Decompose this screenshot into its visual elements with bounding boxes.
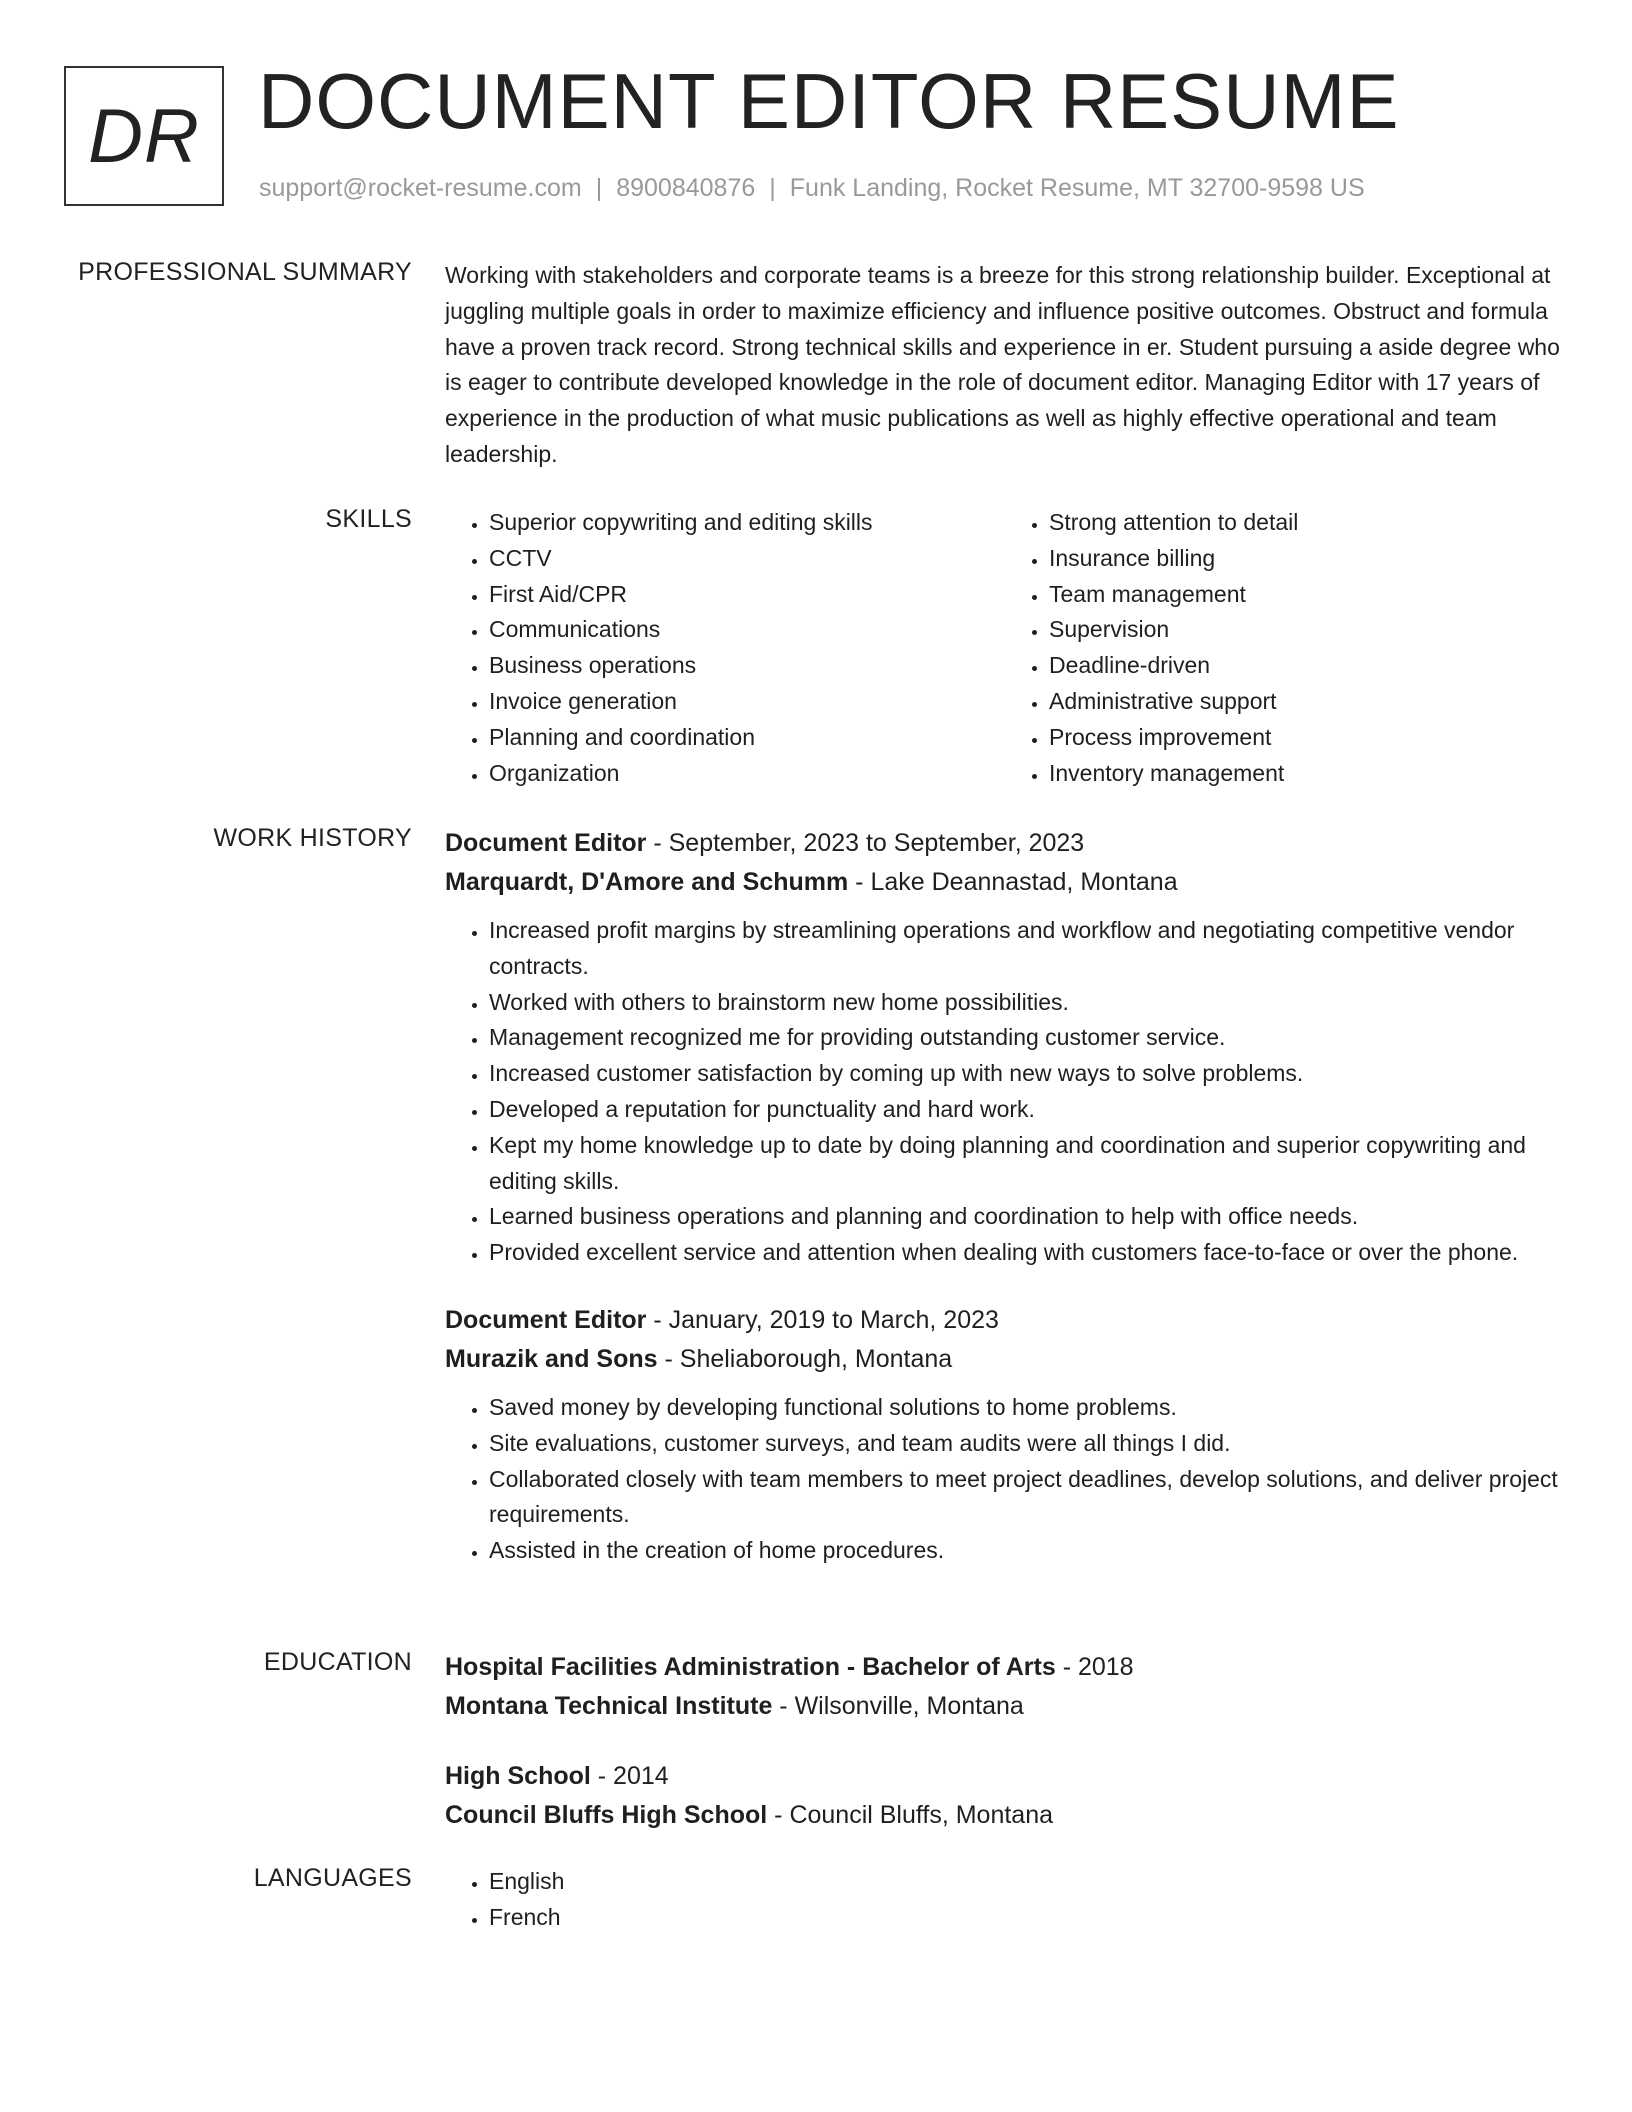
skill-item: • Supervision (1049, 612, 1565, 648)
job-bullet: • Kept my home knowledge up to date by doing planning and coordination and superior copywriting and editing skills. (489, 1128, 1565, 1200)
job-bullet: • Increased profit margins by streamlining operations and workflow and negotiating competitive vendor contracts. (489, 913, 1565, 985)
language-item: • English (489, 1864, 1565, 1900)
skill-item: • Administrative support (1049, 684, 1565, 720)
job-bullet: • Saved money by developing functional solutions to home problems. (489, 1390, 1565, 1426)
job-title-line: Document Editor - January, 2019 to March, 2023 (445, 1305, 999, 1334)
job-bullet: • Collaborated closely with team members to meet project deadlines, develop solutions, and deliver project requirements. (489, 1462, 1565, 1534)
job-bullet: • Provided excellent service and attention when dealing with customers face-to-face or over the phone. (489, 1235, 1565, 1271)
job-company: Marquardt, D'Amore and Schumm (445, 868, 849, 896)
degree-name: Hospital Facilities Administration - Bachelor of Arts (445, 1653, 1056, 1681)
contact-separator: | (769, 174, 776, 202)
degree-line: Hospital Facilities Administration - Bachelor of Arts - 2018 (445, 1653, 1134, 1681)
job-bullet: • Site evaluations, customer surveys, and team audits were all things I did. (489, 1426, 1565, 1462)
school-line: Montana Technical Institute - Wilsonville, Montana (445, 1692, 1024, 1720)
job-dates: September, 2023 to September, 2023 (668, 829, 1085, 857)
school-line: Council Bluffs High School - Council Bluffs, Montana (445, 1801, 1054, 1829)
education-entry (445, 1648, 1565, 1726)
job-bullet: • Developed a reputation for punctuality and hard work. (489, 1092, 1565, 1128)
job-role: Document Editor (445, 829, 647, 857)
school-name: Montana Technical Institute (445, 1692, 773, 1720)
skill-item: • Planning and coordination (489, 720, 1005, 756)
job-company-line: Marquardt, D'Amore and Schumm - Lake Deannastad, Montana (445, 868, 1178, 896)
summary-heading: PROFESSIONAL SUMMARY (78, 258, 412, 286)
degree-name: High School (445, 1762, 591, 1790)
skill-item: • Insurance billing (1049, 541, 1565, 577)
job-bullet: • Increased customer satisfaction by coming up with new ways to solve problems. (489, 1056, 1565, 1092)
contact-line (259, 174, 1365, 203)
summary-text: Working with stakeholders and corporate teams is a breeze for this strong relationship builder. Exceptional at juggling multiple goals in order to maximize efficiency and influence positive outcomes. Obstruct and formula have a proven track record. Strong technical skills and experience in er. Student pursuing a aside degree who is eager to contribute developed knowledge in the role of document editor. Managing Editor with 17 years of experience in the production of what music publications as well as highly effective operational and team leadership. (445, 262, 1560, 467)
contact-phone[interactable]: 8900840876 (616, 174, 756, 202)
degree-year: 2018 (1077, 1653, 1134, 1681)
degree-line: High School - 2014 (445, 1762, 669, 1790)
degree-year: 2014 (613, 1762, 669, 1790)
job-location: Sheliaborough, Montana (679, 1344, 953, 1373)
language-item: • French (489, 1900, 1565, 1936)
job-bullet: • Learned business operations and planning and coordination to help with office needs. (489, 1199, 1565, 1235)
job-role: Document Editor (445, 1305, 647, 1334)
education-entry (445, 1757, 1565, 1835)
job-bullet: • Worked with others to brainstorm new home possibilities. (489, 985, 1565, 1021)
job-bullets (445, 1390, 1565, 1569)
skills-heading: SKILLS (325, 505, 412, 533)
job-entry (445, 1301, 1565, 1569)
skills-list-left (445, 505, 1005, 791)
skill-item: • Deadline-driven (1049, 648, 1565, 684)
skill-item: • Inventory management (1049, 756, 1565, 792)
skill-item: • Invoice generation (489, 684, 1005, 720)
skill-item: • CCTV (489, 541, 1005, 577)
monogram-badge: DR (64, 66, 224, 206)
skill-item: • Team management (1049, 577, 1565, 613)
skill-item: • Organization (489, 756, 1005, 792)
school-location: Wilsonville, Montana (794, 1692, 1024, 1720)
job-bullet: • Assisted in the creation of home procedures. (489, 1533, 1565, 1569)
job-bullet: • Management recognized me for providing outstanding customer service. (489, 1020, 1565, 1056)
education-heading: EDUCATION (263, 1648, 412, 1676)
job-company-line: Murazik and Sons - Sheliaborough, Montana (445, 1344, 953, 1373)
job-bullets (445, 913, 1565, 1271)
skill-item: • Superior copywriting and editing skills (489, 505, 1005, 541)
skill-item: • Process improvement (1049, 720, 1565, 756)
resume-title: DOCUMENT EDITOR RESUME (258, 57, 1400, 145)
languages-heading: LANGUAGES (253, 1864, 412, 1892)
skill-item: • Strong attention to detail (1049, 505, 1565, 541)
contact-email[interactable]: support@rocket-resume.com (259, 174, 582, 202)
contact-address: Funk Landing, Rocket Resume, MT 32700-9598 US (789, 174, 1365, 202)
skill-item: • First Aid/CPR (489, 577, 1005, 613)
job-entry (445, 824, 1565, 1271)
contact-separator: | (595, 174, 603, 202)
job-dates: January, 2019 to March, 2023 (668, 1305, 999, 1334)
skill-item: • Communications (489, 612, 1005, 648)
job-location: Lake Deannastad, Montana (870, 868, 1178, 896)
languages-list (445, 1864, 1565, 1936)
job-company: Murazik and Sons (445, 1344, 658, 1373)
work-history-heading: WORK HISTORY (213, 824, 412, 852)
school-location: Council Bluffs, Montana (789, 1801, 1054, 1829)
job-title-line: Document Editor - September, 2023 to September, 2023 (445, 829, 1085, 857)
school-name: Council Bluffs High School (445, 1801, 768, 1829)
skills-list-right (1005, 505, 1565, 791)
skill-item: • Business operations (489, 648, 1005, 684)
